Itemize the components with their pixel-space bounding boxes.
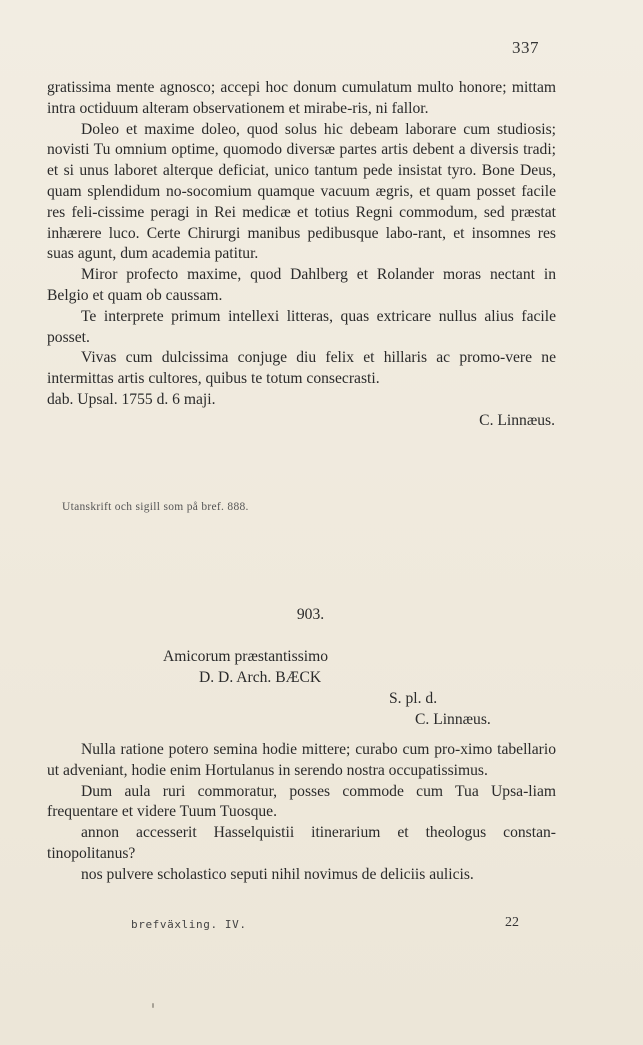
sheet-number: 22	[505, 915, 519, 930]
signature-mark: brefväxling. IV.	[131, 918, 247, 931]
paragraph: annon accesserit Hasselquistii itinerarium et theologus constan-tinopolitanus?	[47, 824, 556, 862]
paragraph: Te interprete primum intellexi litteras, quas extricare nullus alius facile posset.	[47, 307, 556, 346]
address-line: D. D. Arch. BÆCK	[199, 669, 322, 686]
paragraph: Doleo et maxime doleo, quod solus hic debeam laborare cum studiosis; novisti Tu omnium optime, quomodo diversæ partes artis debent a diversis tradi; et si unus laboret alterque deficiat, unico tantum pede insistat tyro. Bone Deus, quam splendidum no-socomium quamque vacuum ægris, et quam posset facile res feli-cissime peragi in Rei medicæ et totius Regni commodum, sed præstat inhærere luco. Certe Chirurgi manibus pedibusque labo-rant, et insomnes res suas agunt, dum academia patitur.	[47, 120, 556, 263]
paragraph: nos pulvere scholastico seputi nihil novimus de deliciis aulicis.	[81, 865, 474, 883]
paragraph: Vivas cum dulcissima conjuge diu felix et hillaris ac promo-vere ne intermittas artis cultores, quibus te totum consecrasti.	[47, 349, 556, 388]
letter-903-body	[47, 740, 556, 886]
paragraph: Miror profecto maxime, quod Dahlberg et Rolander moras nectant in Belgio et quam ob caussam.	[47, 266, 556, 304]
address	[163, 646, 328, 688]
sender: C. Linnæus.	[415, 711, 491, 728]
salutation: S. pl. d.	[389, 690, 438, 707]
paragraph: Dum aula ruri commoratur, posses commode cum Tua Upsa-liam frequentare et videre Tuum Tuosque.	[47, 782, 556, 821]
page-number: 337	[512, 38, 539, 57]
address-line: Amicorum præstantissimo	[163, 648, 329, 665]
paper-speck	[152, 1003, 154, 1008]
paragraph: gratissima mente agnosco; accepi hoc donum cumulatum multo honore; mittam intra octiduum alteram observationem et mirabe-ris, ni fallor.	[47, 79, 556, 117]
footnote: Utanskrift och sigill som på bref. 888.	[62, 501, 249, 513]
paragraph: Nulla ratione potero semina hodie mittere; curabo cum pro-ximo tabellario ut adveniant, hodie enim Hortulanus in serendo nostra occupatissimus.	[47, 741, 556, 779]
dateline: dab. Upsal. 1755 d. 6 maji.	[47, 390, 216, 408]
salutation-block	[389, 688, 491, 730]
signature: C. Linnæus.	[479, 411, 555, 429]
letter-902-body	[47, 78, 556, 432]
letter-number: 903.	[296, 606, 325, 623]
